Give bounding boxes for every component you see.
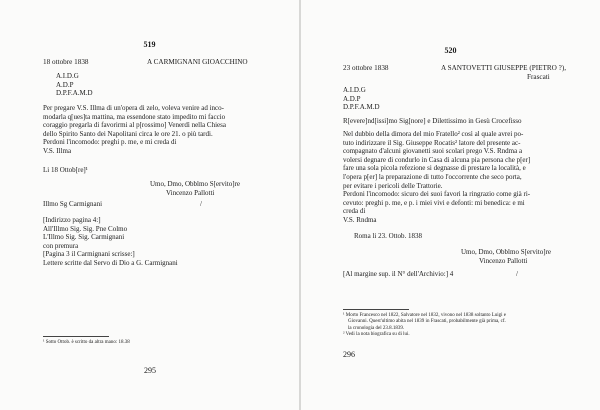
body-line: Perdoni l'incomodo: preghi p. me, e mi creda di [43,138,177,147]
address-line: All'Illmo Sig. Sig. Pne Colmo [43,224,128,233]
address-block [43,216,178,268]
body-line: compagnato d'alcuni giovanetti suoi scolari prego V.S. Rndma a [343,147,523,156]
body-line: cevuto: preghi p. me, e p. i miei vivi e defonti: mi benedica: e mi [343,198,525,207]
body-line: tuto indirizzare il Sig. Giuseppe Rocatis² latore del presente ac- [343,138,521,147]
body-line: per evitare i pericoli delle Trattorie. [343,181,443,190]
invocation-line: A.D.P [343,94,361,103]
invocation [343,86,380,112]
footnote: ² Vedi la nota biografica su di lui. [343,332,410,338]
letter-number: 519 [143,40,156,49]
footnote-rule [343,309,409,310]
letter-body [343,130,530,225]
invocation-line: A.I.D.G [56,72,79,80]
invocation-line: A.D.P [56,80,74,89]
slash-mark: / [516,270,518,278]
body-line: coraggio pregarla di favorirmi al p[rossimo] Venerdì nella Chiesa [43,121,226,130]
footnote: Giovanni. Quest'ultimo abita nel 1839 in Frascati, probabilmente già prima, cf. [348,319,506,325]
slash-mark: / [200,200,202,208]
address-line: L'Illmo Sig. Sig. Carmignani [43,233,125,242]
invocation [56,72,93,98]
address-line: [Indirizzo pagina 4:] [43,216,101,224]
page-number: 296 [343,350,355,359]
left-page [0,0,299,410]
body-line: volersi degnare di condurlo in Casa di alcuna pia persona che p[er] [343,155,531,164]
letter-date: 18 ottobre 1838 [43,58,89,66]
footnote: ¹ Sotto Ottob. è scritto da altra mano: 18.38 [43,340,130,345]
body-line: V.S. Rndma [343,215,377,224]
footnote-rule [43,336,109,337]
body-line: Nel dubbio della dimora del mio Fratello² così al quale avrei po- [343,130,524,138]
letter-body [43,104,226,156]
body-line: creda di [343,207,366,216]
address-line: Lettere scritte dal Servo di Dio a G. Carmignani [43,258,178,267]
right-page [301,0,600,410]
signature: Vincenzo Pallotti [479,257,528,265]
address-line: [Pagina 3 il Carmignani scrisse:] [43,250,135,259]
place-date: Li 18 Ottob[re]¹ [43,166,88,174]
letter-date: 23 ottobre 1838 [343,64,389,72]
footnote: ¹ Morto Francesco nel 1822, Salvatore nel 1832, vivono nel 1838 soltanto Luigi e [343,313,506,318]
closing-formula: Umo, Dmo, Obblmo S[ervito]re [461,248,552,256]
body-line: Perdoni l'incomodo: sicuro dei suoi favori la ringrazio come già ri- [343,190,531,199]
letter-recipient: A CARMIGNANI GIOACCHINO [147,58,248,66]
footnote: la cronologia del 23.8.1839. [348,325,405,331]
body-line: V.S. Illma [43,146,72,155]
body-line: Per pregare V.S. Illma di un'opera di zelo, voleva venire ad inco- [43,104,224,112]
invocation-line: D.P.F.A.M.D [343,103,380,112]
margin-note: [Al margine sup. il N° dell'Archivio:] 4 [343,270,454,278]
salutation: R[evere]nd[issi]mo Sig[nore] e Dilettissimo in Gesù Crocefisso [343,117,522,125]
address-line: con premura [43,241,79,250]
invocation-line: D.P.F.A.M.D [56,89,93,98]
body-line: dello Spirito Santo dei Napolitani circa le ore 21. o più tardi. [43,129,213,138]
page-number: 295 [144,366,156,375]
letter-recipient: A SANTOVETTI GIUSEPPE (PIETRO ?), [441,64,567,72]
letter-number: 520 [444,46,457,55]
letter-recipient-place: Frascati [527,73,550,81]
place-date: Roma li 23. Ottob. 1838 [354,232,423,240]
body-line: fare una sola picola refezione si degnasse di prestare la località, e [343,164,526,173]
closing-formula: Umo, Dmo, Obblmo S[ervito]re [150,180,241,188]
body-line: modarla q[ues]ta mattina, ma essendone stato impedito mi faccio [43,112,226,121]
body-line: l'opera p[er] la preparazione di tutto l'occorrente che seco porta, [343,172,522,181]
invocation-line: A.I.D.G [343,86,366,94]
signature: Vincenzo Pallotti [166,189,215,197]
addressee-line: Illmo Sg Carmignani [43,200,103,208]
